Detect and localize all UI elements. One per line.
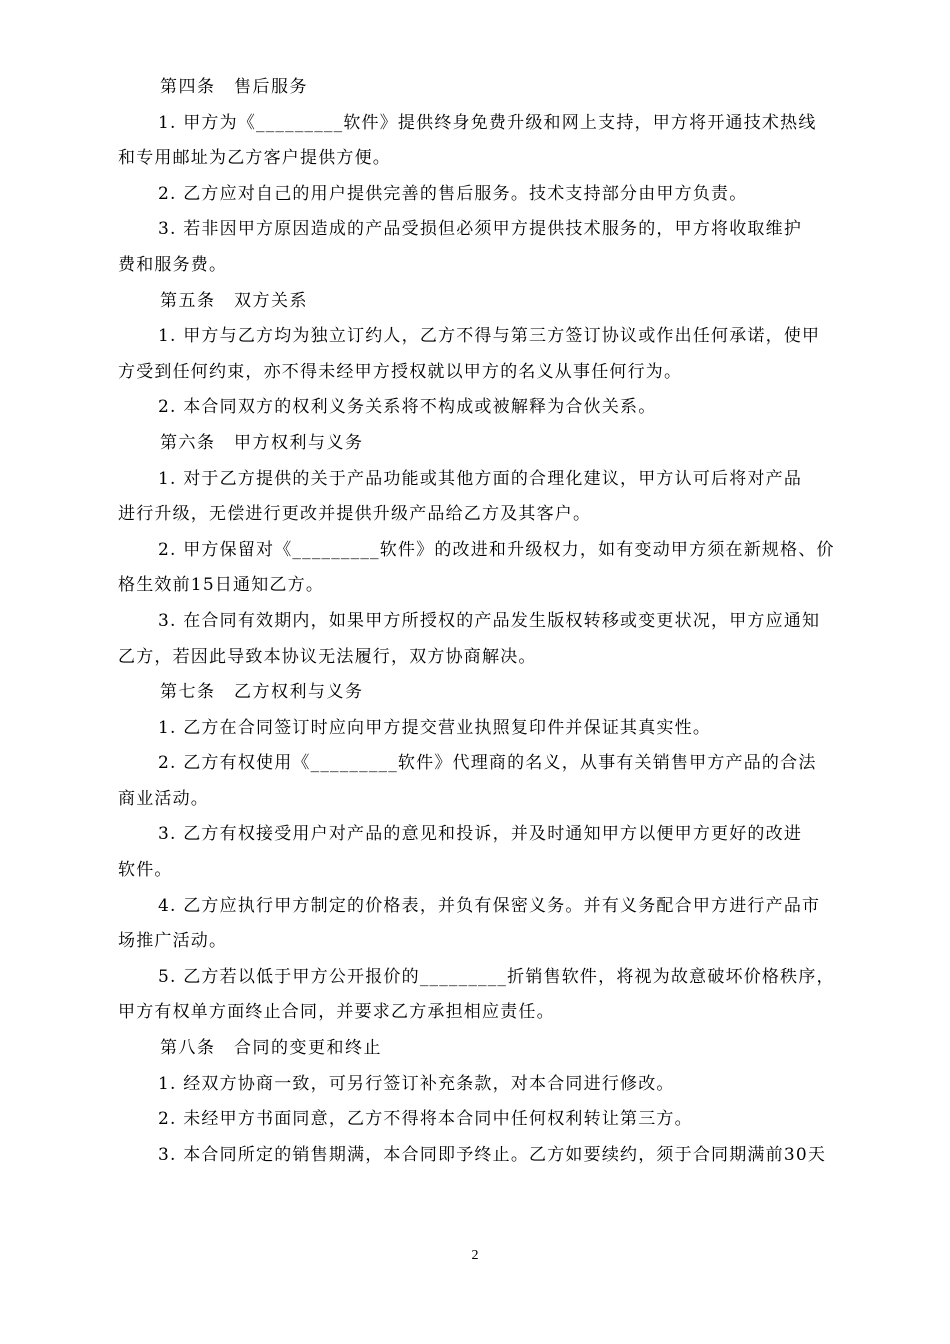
section-heading: 第四条 售后服务	[160, 77, 308, 97]
paragraph-line: 3. 在合同有效期内，如果甲方所授权的产品发生版权转移或变更状况，甲方应通知	[158, 610, 821, 631]
paragraph-line: 进行升级，无偿进行更改并提供升级产品给乙方及其客户。	[118, 504, 592, 525]
paragraph-line: 1. 乙方在合同签订时应向甲方提交营业执照复印件并保证其真实性。	[158, 717, 712, 738]
paragraph-line: 商业活动。	[118, 788, 209, 809]
paragraph-line: 方受到任何约束，亦不得未经甲方授权就以甲方的名义从事任何行为。	[118, 361, 683, 382]
paragraph-line: 1. 甲方为《_________软件》提供终身免费升级和网上支持，甲方将开通技术热线	[158, 112, 817, 133]
paragraph-line: 2. 本合同双方的权利义务关系将不构成或被解释为合伙关系。	[158, 397, 657, 418]
document-body	[118, 70, 838, 1173]
paragraph-line: 2. 甲方保留对《_________软件》的改进和升级权力，如有变动甲方须在新规格、价	[158, 539, 835, 560]
paragraph-line: 3. 本合同所定的销售期满，本合同即予终止。乙方如要续约，须于合同期满前30天	[158, 1144, 827, 1165]
paragraph-line: 3. 乙方有权接受用户对产品的意见和投诉，并及时通知甲方以便甲方更好的改进	[158, 824, 803, 845]
paragraph-line: 和专用邮址为乙方客户提供方便。	[118, 148, 391, 169]
paragraph-line: 软件。	[118, 860, 173, 881]
paragraph-line: 3. 若非因甲方原因造成的产品受损但必须甲方提供技术服务的，甲方将收取维护	[158, 219, 803, 240]
paragraph-line: 1. 经双方协商一致，可另行签订补充条款，对本合同进行修改。	[158, 1073, 675, 1094]
paragraph-line: 1. 甲方与乙方均为独立订约人，乙方不得与第三方签订协议或作出任何承诺，使甲	[158, 326, 821, 347]
paragraph-line: 2. 乙方有权使用《_________软件》代理商的名义，从事有关销售甲方产品的合法	[158, 753, 817, 774]
paragraph-line: 乙方，若因此导致本协议无法履行，双方协商解决。	[118, 646, 537, 667]
section-heading: 第七条 乙方权利与义务	[160, 682, 364, 703]
section-heading: 第八条 合同的变更和终止	[160, 1038, 382, 1059]
paragraph-line: 甲方有权单方面终止合同，并要求乙方承担相应责任。	[118, 1002, 555, 1023]
page-number: 2	[471, 1248, 479, 1263]
paragraph-line: 场推广活动。	[118, 931, 228, 952]
section-heading: 第六条 甲方权利与义务	[160, 432, 364, 453]
section-heading: 第五条 双方关系	[160, 290, 308, 311]
paragraph-line: 1. 对于乙方提供的关于产品功能或其他方面的合理化建议，甲方认可后将对产品	[158, 468, 803, 489]
paragraph-line: 4. 乙方应执行甲方制定的价格表，并负有保密义务。并有义务配合甲方进行产品市	[158, 895, 821, 916]
paragraph-line: 费和服务费。	[118, 254, 228, 275]
paragraph-line: 2. 乙方应对自己的用户提供完善的售后服务。技术支持部分由甲方负责。	[158, 183, 748, 204]
paragraph-line: 5. 乙方若以低于甲方公开报价的_________折销售软件，将视为故意破坏价格秩序，	[158, 966, 835, 987]
paragraph-line: 格生效前15日通知乙方。	[118, 575, 325, 596]
paragraph-line: 2. 未经甲方书面同意，乙方不得将本合同中任何权利转让第三方。	[158, 1109, 693, 1130]
